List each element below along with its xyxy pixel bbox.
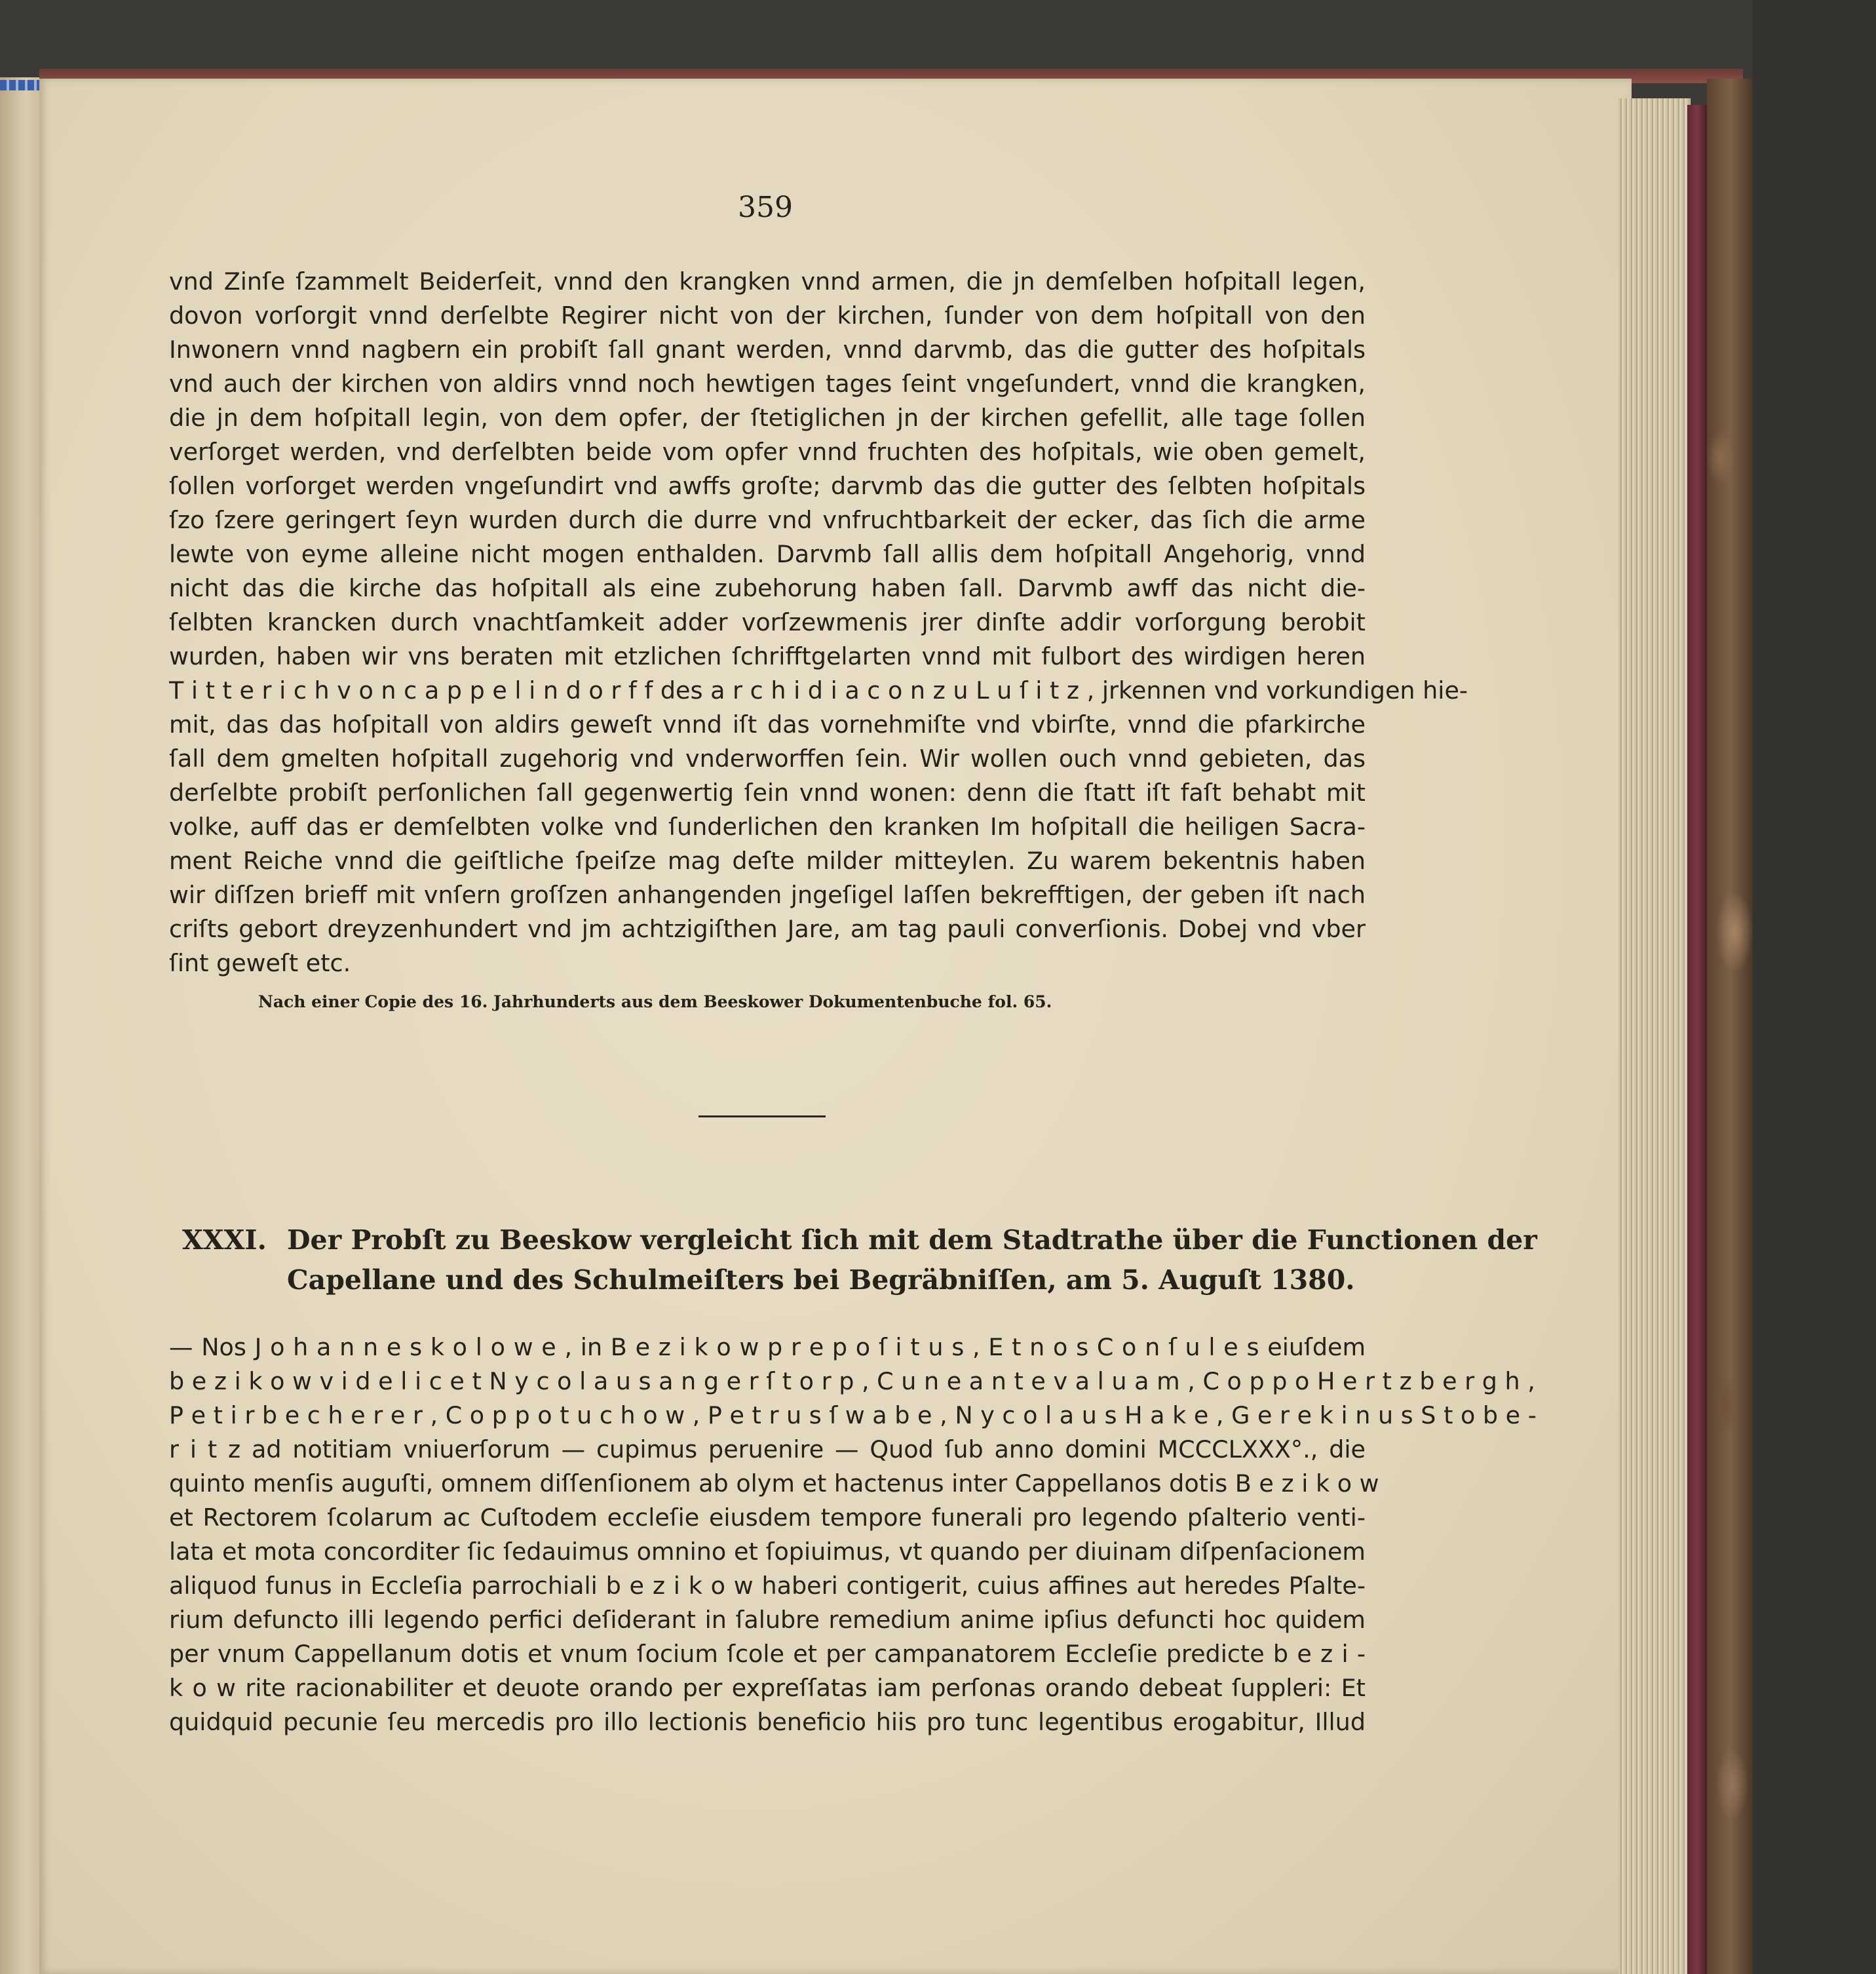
document-number: XXXI. — [182, 1224, 267, 1256]
charter-line: et Rectorem ſcolarum ac Cuſtodem eccleſie eiusdem tempore funerali pro legendo pſalterio venti- — [169, 1503, 1366, 1532]
charter-line: aliquod funus in Eccleſia parrochiali b e z i k o w haberi contigerit, cuius affines aut heredes Pſalte- — [169, 1572, 1366, 1600]
body-line: dovon vorſorgit vnnd derſelbte Regirer nicht von der kirchen, ſunder von dem hoſpitall von den — [169, 301, 1366, 330]
body-line: ſelbten krancken durch vnachtſamkeit adder vorſzewmenis jrer dinſte addir vorſorgung berobit — [169, 608, 1366, 636]
charter-line: b e z i k o w v i d e l i c e t N y c o l a u s a n g e r ſ t o r p , C u n e a n t e v a l u a m , C o p p o H e r t z b e r g h , — [169, 1367, 1535, 1395]
charter-line: quinto menſis auguſti, omnem diſſenſionem ab olym et hactenus inter Cappellanos dotis B e z i k o w — [169, 1469, 1379, 1498]
body-line: wir diſſzen brieff mit vnſern groſſzen anhangenden jngeſigel laſſen bekrefftigen, der geben iſt nach — [169, 881, 1366, 909]
body-line: Inwonern vnnd nagbern ein probiſt ſall gnant werden, vnnd darvmb, das die gutter des hoſpitals — [169, 336, 1366, 364]
charter-line: r i t z ad notitiam vniuerſorum — cupimus peruenire — Quod ſub anno domini MCCCLXXX°., die — [169, 1435, 1366, 1463]
body-line: verſorget werden, vnd derſelbten beide vom opfer vnnd fruchten des hoſpitals, wie oben gemelt, — [169, 438, 1366, 466]
body-line: volke, auff das er demſelbten volke vnd ſunderlichen den kranken Im hoſpitall die heiligen Sacra- — [169, 813, 1366, 841]
section-separator — [699, 1115, 826, 1117]
body-line: T i t t e r i c h v o n c a p p e l i n d o r f f des a r c h i d i a c o n z u L u ſ i t z , jrkennen vnd vorkundigen hie- — [169, 676, 1468, 705]
body-line: criſts gebort dreyzenhundert vnd jm achtzigiſthen Jare, am tag pauli converſionis. Dobej vnd vber — [169, 915, 1366, 943]
page-stack-edges — [1618, 98, 1691, 1974]
page-number: 359 — [738, 191, 793, 224]
body-line: vnd auch der kirchen von aldirs vnnd noch hewtigen tages ſeint vngeſundert, vnnd die krangken, — [169, 370, 1366, 398]
body-line: ſzo ſzere geringert ſeyn wurden durch die durre vnd vnfruchtbarkeit der ecker, das ſich die arme — [169, 506, 1366, 534]
body-line: vnd Zinſe ſzammelt Beiderſeit, vnnd den krangken vnnd armen, die jn demſelben hoſpitall legen, — [169, 267, 1366, 296]
body-line: mit, das das hoſpitall von aldirs geweſt vnnd iſt das vornehmiſte vnd vbirſte, vnnd die pfarkirche — [169, 710, 1366, 739]
charter-line: lata et mota concorditer ſic ſedauimus omnino et ſopiuimus, vt quando per diuinam diſpenſacionem — [169, 1538, 1366, 1566]
body-line: lewte von eyme alleine nicht mogen enthalden. Darvmb ſall allis dem hoſpitall Angehorig, vnnd — [169, 540, 1366, 568]
charter-line: k o w rite racionabiliter et deuote orando per expreſſatas iam perſonas orando debeat ſuppleri: Et — [169, 1674, 1366, 1702]
marbled-cover — [1707, 79, 1753, 1974]
charter-line: quidquid pecunie ſeu mercedis pro illo lectionis beneficio hiis pro tunc legentibus erogabitur, Illud — [169, 1708, 1366, 1736]
background-surface — [1753, 0, 1876, 1974]
body-line: wurden, haben wir vns beraten mit etzlichen ſchrifftgelarten vnnd mit fulbort des wirdigen heren — [169, 642, 1366, 670]
body-line: ſollen vorſorget werden vngeſundirt vnd awffs groſte; darvmb das die gutter des ſelbten hoſpitals — [169, 472, 1366, 500]
charter-line: — Nos J o h a n n e s k o l o w e , in B e z i k o w p r e p o ſ i t u s , E t n o s C o n ſ u l e s eiuſdem — [169, 1333, 1366, 1361]
document-title-line: Der Probſt zu Beeskow vergleicht ſich mit dem Stadtrathe über die Functionen der — [287, 1224, 1537, 1256]
charter-line: P e t i r b e c h e r e r , C o p p o t u c h o w , P e t r u s ſ w a b e , N y c o l a u s H a k e , G e r e k i n u s S t o b e - — [169, 1401, 1537, 1429]
charter-line: per vnum Cappellanum dotis et vnum ſocium ſcole et per campanatorem Eccleſie predicte b e z i - — [169, 1640, 1366, 1668]
body-line: die jn dem hoſpitall legin, von dem opfer, der ſtetiglichen jn der kirchen gefellit, alle tage ſollen — [169, 404, 1366, 432]
document-title-line: Capellane und des Schulmeiſters bei Begräbniſſen, am 5. Auguſt 1380. — [287, 1264, 1355, 1296]
body-line: nicht das die kirche das hoſpitall als eine zubehorung haben ſall. Darvmb awff das nicht die- — [169, 574, 1366, 602]
body-line: derſelbte probiſt perſonlichen ſall gegenwertig ſein vnnd wonen: denn die ſtatt iſt faſt behabt mit — [169, 779, 1366, 807]
body-line: ment Reiche vnnd die geiſtliche ſpeiſze mag deſte milder mitteylen. Zu warem bekentnis haben — [169, 847, 1366, 875]
source-note: Nach einer Copie des 16. Jahrhunderts aus dem Beeskower Dokumentenbuche fol. 65. — [258, 992, 1052, 1011]
body-line: ſint geweſt etc. — [169, 949, 351, 977]
charter-line: rium defuncto illi legendo perfici deſiderant in ſalubre remedium anime ipſius defuncti hoc quidem — [169, 1606, 1366, 1634]
body-line: ſall dem gmelten hoſpitall zugehorig vnd vnderworffen ſein. Wir wollen ouch vnnd gebieten, das — [169, 745, 1366, 773]
book-cover-spine-edge — [1687, 105, 1707, 1974]
